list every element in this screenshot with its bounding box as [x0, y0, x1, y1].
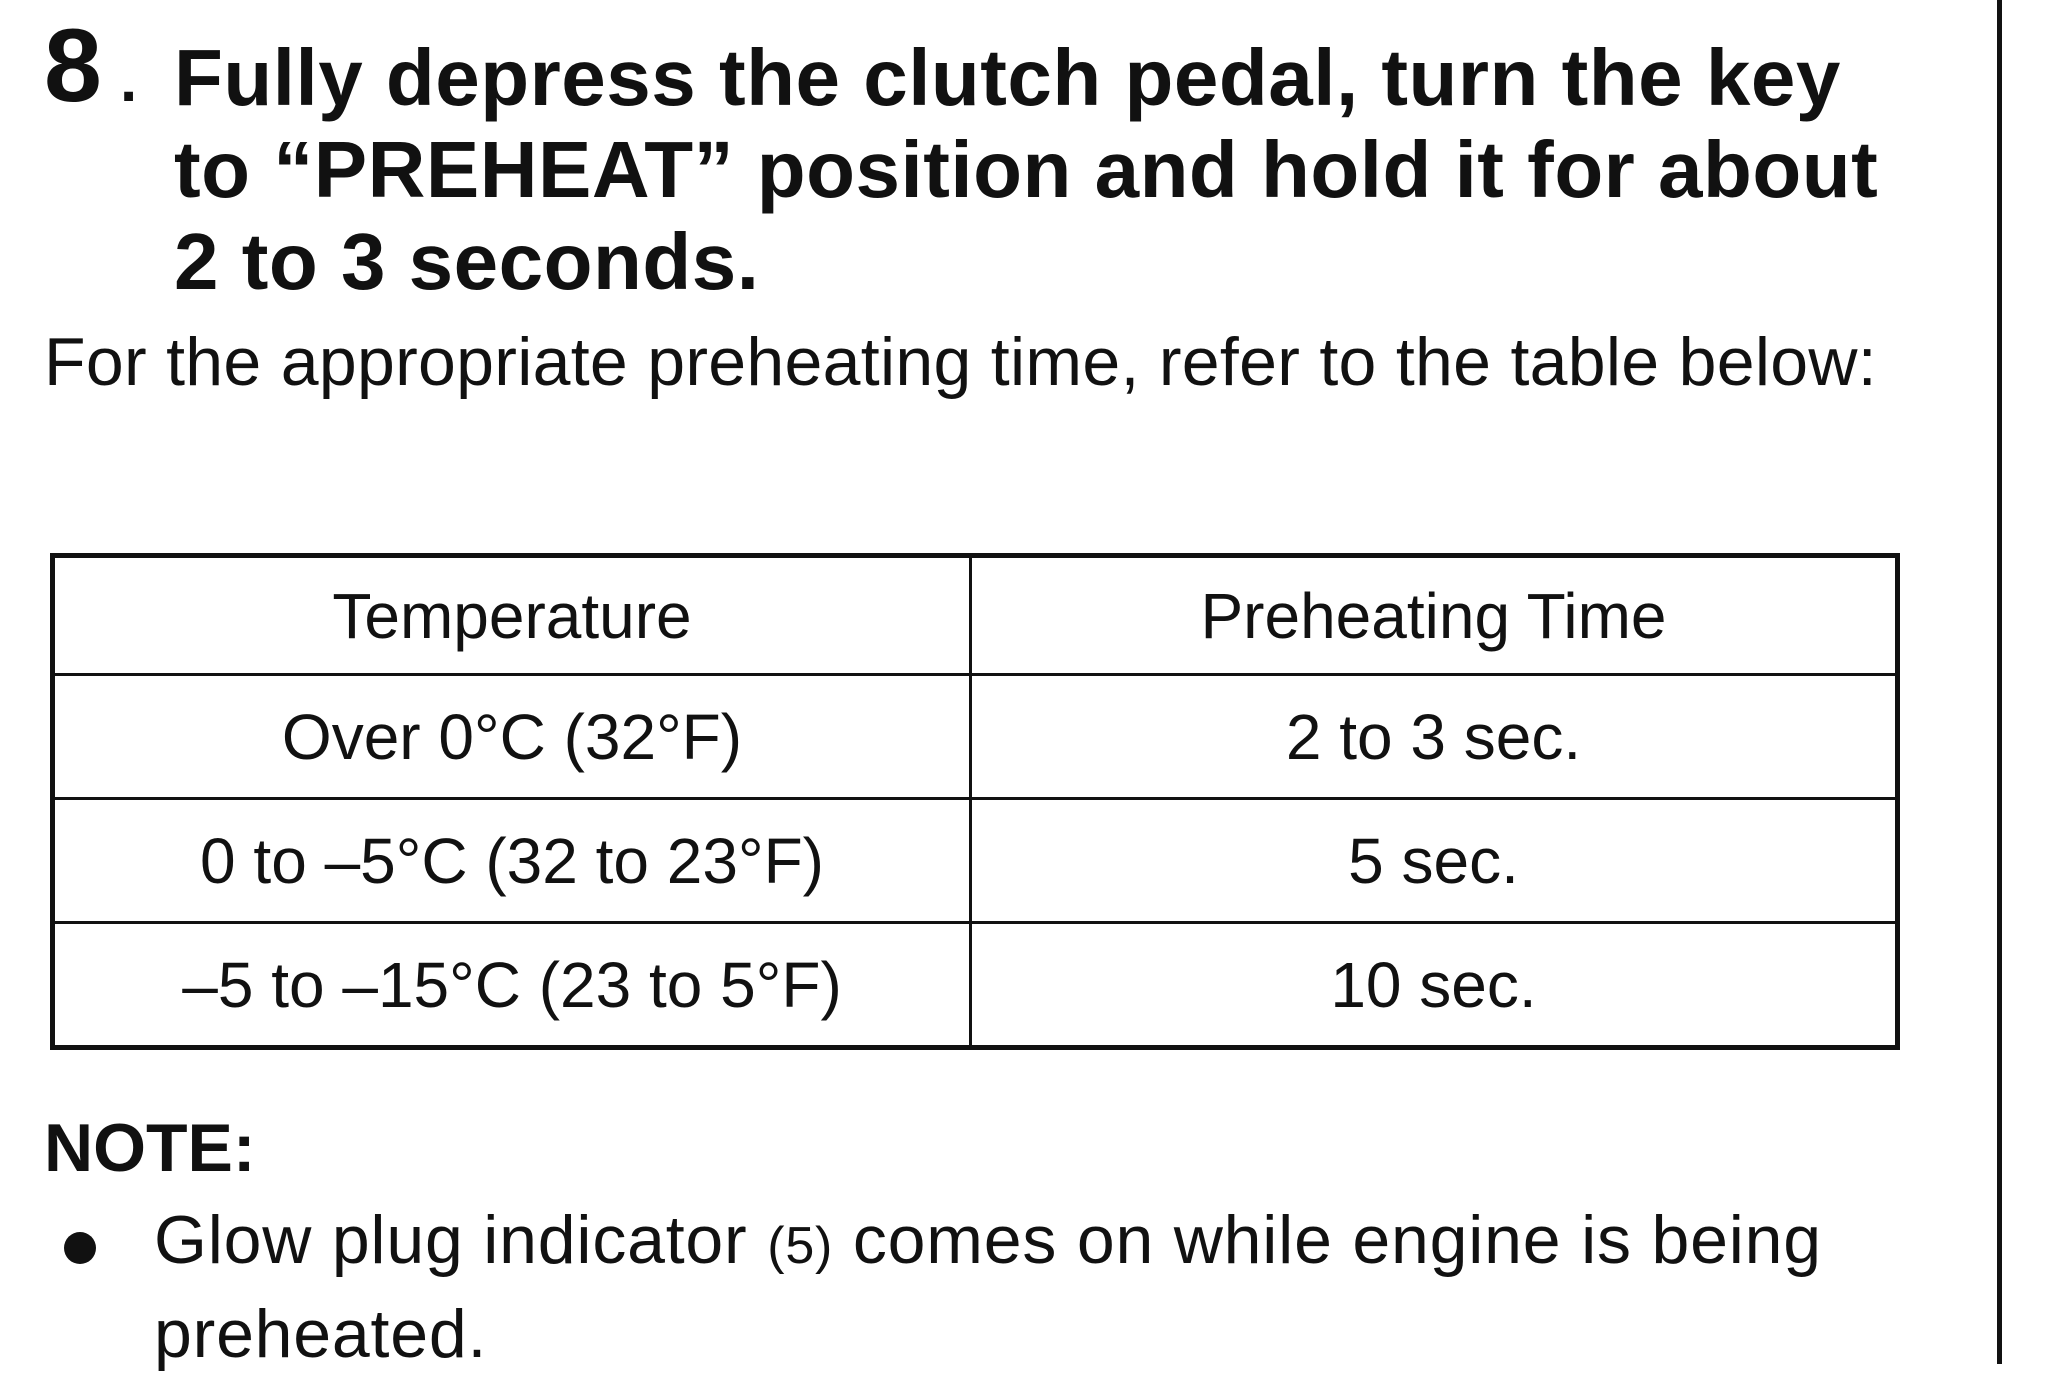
header-temperature: Temperature	[53, 556, 971, 675]
right-border-rule	[1997, 0, 2002, 1364]
note-heading: NOTE:	[44, 1110, 256, 1186]
header-preheating-time: Preheating Time	[971, 556, 1898, 675]
table-row	[53, 675, 1898, 799]
cell-preheating-time: 2 to 3 sec.	[971, 675, 1898, 799]
bullet-icon	[64, 1232, 96, 1264]
intro-paragraph: For the appropriate preheating time, refer to the table below:	[44, 324, 1877, 400]
cell-preheating-time: 10 sec.	[971, 923, 1898, 1048]
cell-temperature: Over 0°C (32°F)	[53, 675, 971, 799]
cell-temperature: –5 to –15°C (23 to 5°F)	[53, 923, 971, 1048]
table-header-row	[53, 556, 1898, 675]
step-text: Fully depress the clutch pedal, turn the key to “PREHEAT” position and hold it for about 2 to 3 seconds.	[174, 33, 1879, 306]
step-number: 8	[44, 8, 100, 124]
cell-preheating-time: 5 sec.	[971, 799, 1898, 923]
note-text	[154, 1196, 1914, 1378]
note-text-after: comes on while engine is being preheated.	[154, 1202, 1822, 1372]
table-row	[53, 799, 1898, 923]
step-number-dot: .	[120, 46, 138, 115]
table-row	[53, 923, 1898, 1048]
cell-temperature: 0 to –5°C (32 to 23°F)	[53, 799, 971, 923]
reference-number: (5)	[767, 1217, 834, 1275]
preheating-table	[50, 553, 1900, 1050]
note-text-before: Glow plug indicator	[154, 1202, 748, 1278]
